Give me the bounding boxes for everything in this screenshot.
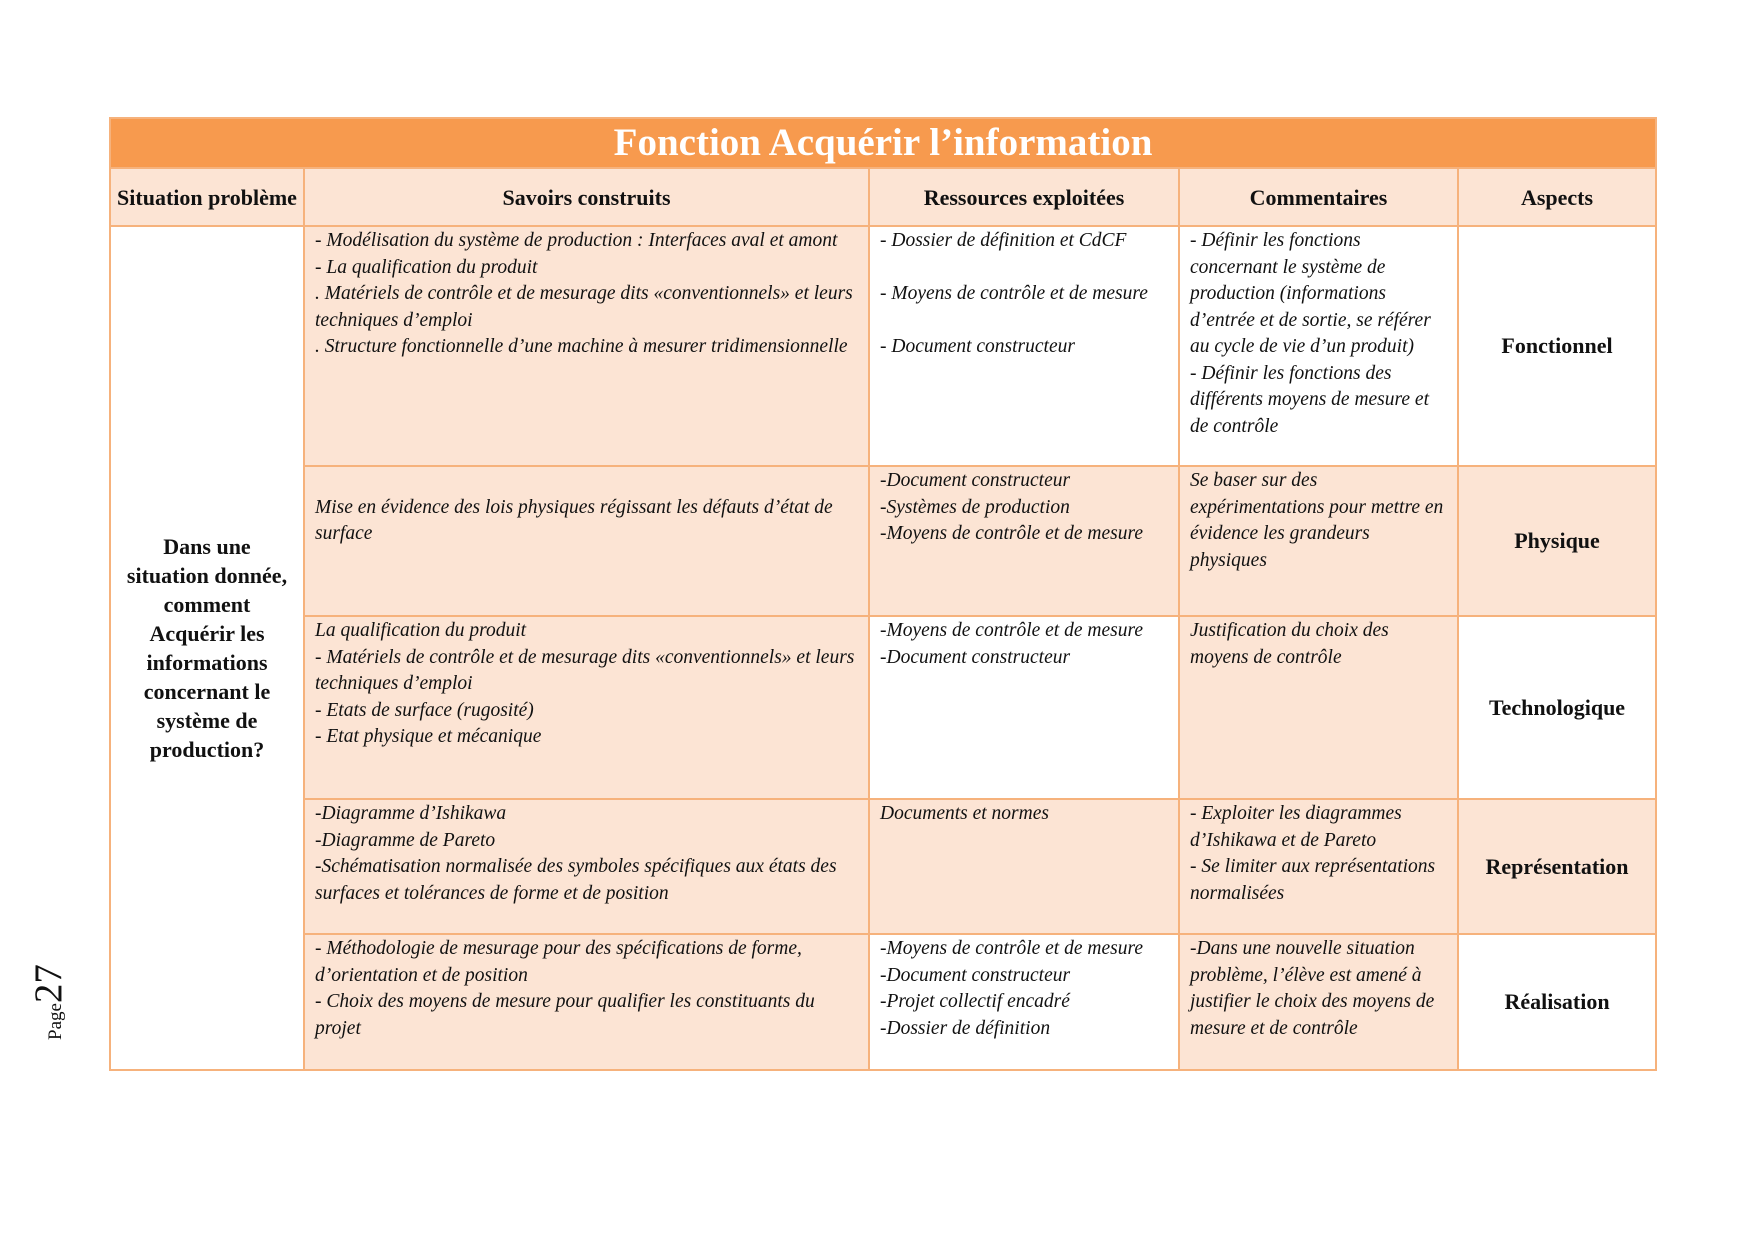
aspect-cell: Représentation [1458,799,1656,934]
page-label: Page [45,1003,66,1040]
commentaires-cell: Se baser sur des expérimentations pour mettre en évidence les grandeurs physiques [1179,466,1458,616]
page-number [26,940,70,1040]
commentaires-cell: - Exploiter les diagrammes d’Ishikawa et de Pareto - Se limiter aux représentations normalisées [1179,799,1458,934]
header-commentaires: Commentaires [1179,168,1458,226]
commentaires-cell: Justification du choix des moyens de contrôle [1179,616,1458,799]
ressources-cell: - Dossier de définition et CdCF - Moyens de contrôle et de mesure - Document constructeur [869,226,1179,466]
competency-table [109,117,1657,1071]
savoirs-cell: - Modélisation du système de production : Interfaces aval et amont - La qualification du produit . Matériels de contrôle et de mesurage dits «conventionnels» et leurs techniques d’emploi . Structure fonctionnelle d’une machine à mesurer tridimensionnelle [304,226,869,466]
situation-probleme-text: Dans une situation donnée, comment Acquérir les informations concernant le système de production? [110,226,304,1070]
header-ressources: Ressources exploitées [869,168,1179,226]
ressources-cell: -Document constructeur -Systèmes de production -Moyens de contrôle et de mesure [869,466,1179,616]
savoirs-cell: -Diagramme d’Ishikawa -Diagramme de Pareto -Schématisation normalisée des symboles spécifiques aux états des surfaces et tolérances de forme et de position [304,799,869,934]
table-row [110,226,1656,466]
header-savoirs: Savoirs construits [304,168,869,226]
header-situation: Situation problème [110,168,304,226]
savoirs-cell: Mise en évidence des lois physiques régissant les défauts d’état de surface [304,466,869,616]
ressources-cell: -Moyens de contrôle et de mesure -Document constructeur [869,616,1179,799]
aspect-cell: Physique [1458,466,1656,616]
header-aspects: Aspects [1458,168,1656,226]
page-number-value: 27 [27,964,70,1004]
savoirs-cell: - Méthodologie de mesurage pour des spécifications de forme, d’orientation et de position - Choix des moyens de mesure pour qualifier les constituants du projet [304,934,869,1070]
table-title: Fonction Acquérir l’information [110,118,1656,168]
table-row [110,799,1656,934]
aspect-cell: Technologique [1458,616,1656,799]
savoirs-cell: La qualification du produit - Matériels de contrôle et de mesurage dits «conventionnels» et leurs techniques d’emploi - Etats de surface (rugosité) - Etat physique et mécanique [304,616,869,799]
aspect-cell: Réalisation [1458,934,1656,1070]
ressources-cell: Documents et normes [869,799,1179,934]
aspect-cell: Fonctionnel [1458,226,1656,466]
commentaires-cell: - Définir les fonctions concernant le système de production (informations d’entrée et de sortie, se référer au cycle de vie d’un produit) - Définir les fonctions des différents moyens de mesure et de contrôle [1179,226,1458,466]
table-row [110,934,1656,1070]
table-row [110,466,1656,616]
table-row [110,616,1656,799]
ressources-cell: -Moyens de contrôle et de mesure -Document constructeur -Projet collectif encadré -Dossier de définition [869,934,1179,1070]
commentaires-cell: -Dans une nouvelle situation problème, l’élève est amené à justifier le choix des moyens de mesure et de contrôle [1179,934,1458,1070]
